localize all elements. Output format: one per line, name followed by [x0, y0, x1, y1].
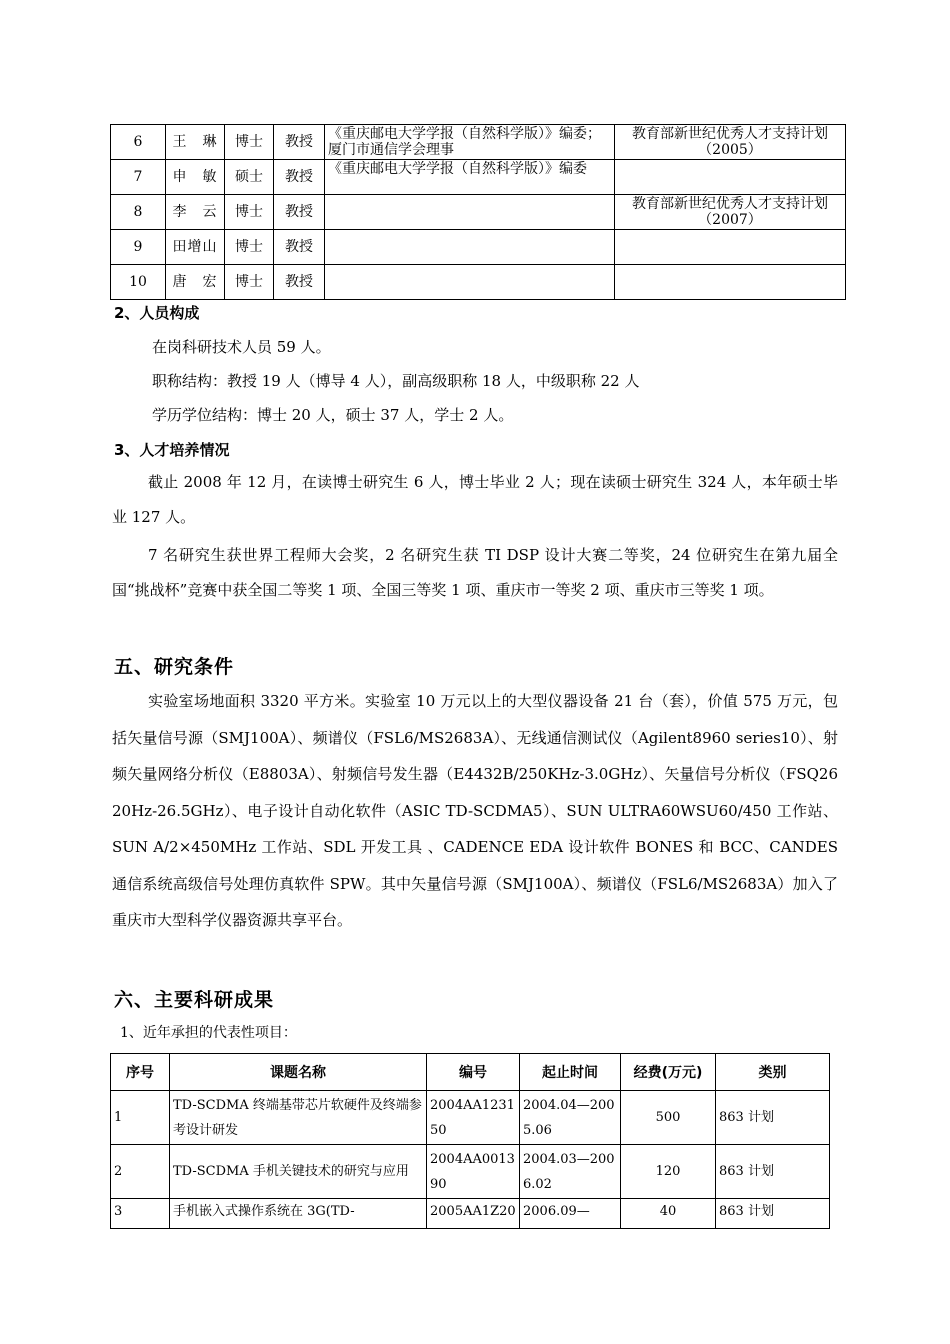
talent-paragraph-1: 截止 2008 年 12 月，在读博士研究生 6 人，博士毕业 2 人；现在读硕士研究生 324 人，本年硕士毕业 127 人。 — [112, 473, 838, 526]
project-row — [111, 1145, 830, 1199]
header-name: 课题名称 — [170, 1054, 427, 1091]
project-no: 3 — [111, 1199, 170, 1229]
staff-degree-structure: 学历学位结构：博士 20 人，硕士 37 人，学士 2 人。 — [152, 406, 514, 424]
staff-honor — [615, 160, 846, 195]
project-period: 2004.04—2005.06 — [520, 1091, 621, 1145]
staff-degree: 博士 — [225, 125, 274, 160]
staff-title: 教授 — [274, 230, 325, 265]
staff-degree: 博士 — [225, 265, 274, 300]
project-period: 2006.09— — [520, 1199, 621, 1229]
staff-no: 6 — [111, 125, 166, 160]
staff-row — [111, 195, 846, 230]
heading-staff-composition: 2、人员构成 — [114, 304, 200, 322]
project-name: TD-SCDMA 手机关键技术的研究与应用 — [170, 1145, 427, 1199]
staff-name: 申 敏 — [166, 160, 225, 195]
header-fund: 经费(万元) — [621, 1054, 716, 1091]
project-name: TD-SCDMA 终端基带芯片软硬件及终端参考设计研发 — [170, 1091, 427, 1145]
projects-header-row — [111, 1054, 830, 1091]
staff-row — [111, 125, 846, 160]
project-type: 863 计划 — [716, 1145, 830, 1199]
staff-title-structure: 职称结构：教授 19 人（博导 4 人），副高级职称 18 人，中级职称 22 人 — [152, 372, 640, 390]
project-code: 2004AA123150 — [427, 1091, 520, 1145]
staff-degree: 硕士 — [225, 160, 274, 195]
staff-title: 教授 — [274, 195, 325, 230]
conditions-paragraph: 实验室场地面积 3320 平方米。实验室 10 万元以上的大型仪器设备 21 台（套），价值 575 万元，包括矢量信号源（SMJ100A）、频谱仪（FSL6/MS2683A）、无线通信测试仪（Agilent8960 series10）、射频矢量网络分析仪（E8803A）、射频信号发生器（E4432B/250KHz-3.0GHz）、矢量信号分析仪（FSQ26 20Hz-26.5GHz）、电子设计自动化软件（ASIC TD-SCDMA5）、SUN ULTRA60WSU60/450 工作站、SUN A/2×450MHz 工作站、SDL 开发工具 、CADENCE EDA 设计软件 BONES 和 BCC、CANDES 通信系统高级信号处理仿真软件 SPW。其中矢量信号源（SMJ100A）、频谱仪（FSL6/MS2683A）加入了重庆市大型科学仪器资源共享平台。 — [112, 692, 838, 929]
staff-title: 教授 — [274, 265, 325, 300]
staff-no: 8 — [111, 195, 166, 230]
project-row — [111, 1091, 830, 1145]
staff-honor: 教育部新世纪优秀人才支持计划（2005） — [615, 125, 846, 160]
staff-table — [110, 124, 846, 300]
project-code: 2004AA001390 — [427, 1145, 520, 1199]
staff-post — [325, 195, 615, 230]
project-fund: 500 — [621, 1091, 716, 1145]
project-code: 2005AA1Z20 — [427, 1199, 520, 1229]
staff-name: 李 云 — [166, 195, 225, 230]
staff-post: 《重庆邮电大学学报（自然科学版）》编委 — [325, 160, 615, 195]
staff-row — [111, 160, 846, 195]
heading-research-conditions: 五、研究条件 — [114, 656, 235, 678]
staff-degree: 博士 — [225, 230, 274, 265]
subheading-representative-projects: 1、近年承担的代表性项目： — [120, 1025, 297, 1041]
project-no: 2 — [111, 1145, 170, 1199]
heading-research-results: 六、主要科研成果 — [114, 989, 275, 1011]
project-type: 863 计划 — [716, 1199, 830, 1229]
header-period: 起止时间 — [520, 1054, 621, 1091]
staff-honor — [615, 230, 846, 265]
staff-total: 在岗科研技术人员 59 人。 — [152, 338, 331, 356]
heading-talent-training: 3、人才培养情况 — [114, 441, 230, 459]
project-row — [111, 1199, 830, 1229]
staff-honor: 教育部新世纪优秀人才支持计划（2007） — [615, 195, 846, 230]
staff-name: 王 琳 — [166, 125, 225, 160]
staff-row — [111, 230, 846, 265]
staff-title: 教授 — [274, 125, 325, 160]
staff-post — [325, 265, 615, 300]
staff-post: 《重庆邮电大学学报（自然科学版）》编委；厦门市通信学会理事 — [325, 125, 615, 160]
project-name: 手机嵌入式操作系统在 3G(TD- — [170, 1199, 427, 1229]
project-fund: 40 — [621, 1199, 716, 1229]
project-type: 863 计划 — [716, 1091, 830, 1145]
staff-post — [325, 230, 615, 265]
staff-no: 7 — [111, 160, 166, 195]
staff-title: 教授 — [274, 160, 325, 195]
project-fund: 120 — [621, 1145, 716, 1199]
project-period: 2004.03—2006.02 — [520, 1145, 621, 1199]
header-type: 类别 — [716, 1054, 830, 1091]
talent-paragraph-2: 7 名研究生获世界工程师大会奖，2 名研究生获 TI DSP 设计大赛二等奖，24 位研究生在第九届全国“挑战杯”竞赛中获全国二等奖 1 项、全国三等奖 1 项、重庆市一等奖 2 项、重庆市三等奖 1 项。 — [112, 546, 838, 599]
staff-degree: 博士 — [225, 195, 274, 230]
staff-honor — [615, 265, 846, 300]
projects-table — [110, 1053, 830, 1229]
header-no: 序号 — [111, 1054, 170, 1091]
project-no: 1 — [111, 1091, 170, 1145]
staff-row — [111, 265, 846, 300]
staff-name: 唐 宏 — [166, 265, 225, 300]
staff-no: 10 — [111, 265, 166, 300]
staff-name: 田增山 — [166, 230, 225, 265]
staff-no: 9 — [111, 230, 166, 265]
header-code: 编号 — [427, 1054, 520, 1091]
